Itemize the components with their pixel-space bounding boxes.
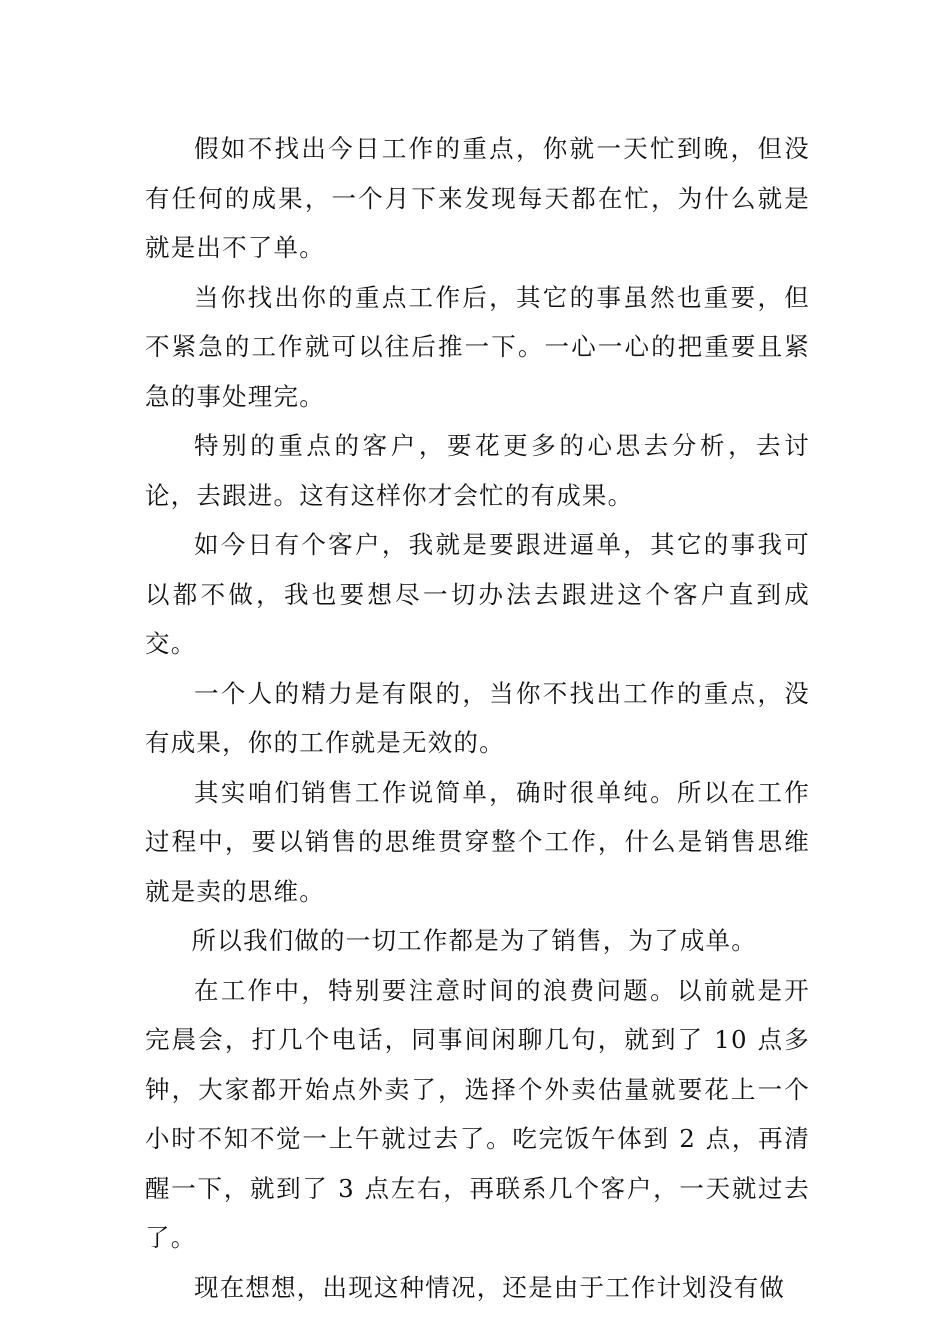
- paragraph-9: 现在想想，出现这种情况，还是由于工作计划没有做: [194, 1272, 786, 1302]
- paragraph-1: 假如不找出今日工作的重点，你就一天忙到晚，但没有任何的成果，一个月下来发现每天都在忙，为什么就是就是出不了单。: [145, 134, 810, 262]
- paragraph-5: 一个人的精力是有限的，当你不找出工作的重点，没有成果，你的工作就是无效的。: [145, 678, 810, 757]
- paragraph-3: 特别的重点的客户，要花更多的心思去分析，去讨论，去跟进。这有这样你才会忙的有成果。: [145, 431, 810, 510]
- paragraph-2: 当你找出你的重点工作后，其它的事虽然也重要，但不紧急的工作就可以往后推一下。一心一心的把重要且紧急的事处理完。: [145, 282, 810, 411]
- paragraph-8: 在工作中，特别要注意时间的浪费问题。以前就是开完晨会，打几个电话，同事间闲聊几句，就到了 10 点多钟，大家都开始点外卖了，选择个外卖估量就要花上一个小时不知不觉一上午就过去了。吃完饭午体到 2 点，再清醒一下，就到了 3 点左右，再联系几个客户，一天就过去了。: [145, 975, 810, 1252]
- paragraph-7: 所以我们做的一切工作都是为了销售，为了成单。: [191, 926, 757, 955]
- paragraph-4: 如今日有个客户，我就是要跟进逼单，其它的事我可以都不做，我也要想尽一切办法去跟进这个客户直到成交。: [145, 530, 810, 658]
- paragraph-6: 其实咱们销售工作说简单，确时很单纯。所以在工作过程中，要以销售的思维贯穿整个工作，什么是销售思维就是卖的思维。: [145, 777, 810, 906]
- document-body: [145, 124, 810, 1312]
